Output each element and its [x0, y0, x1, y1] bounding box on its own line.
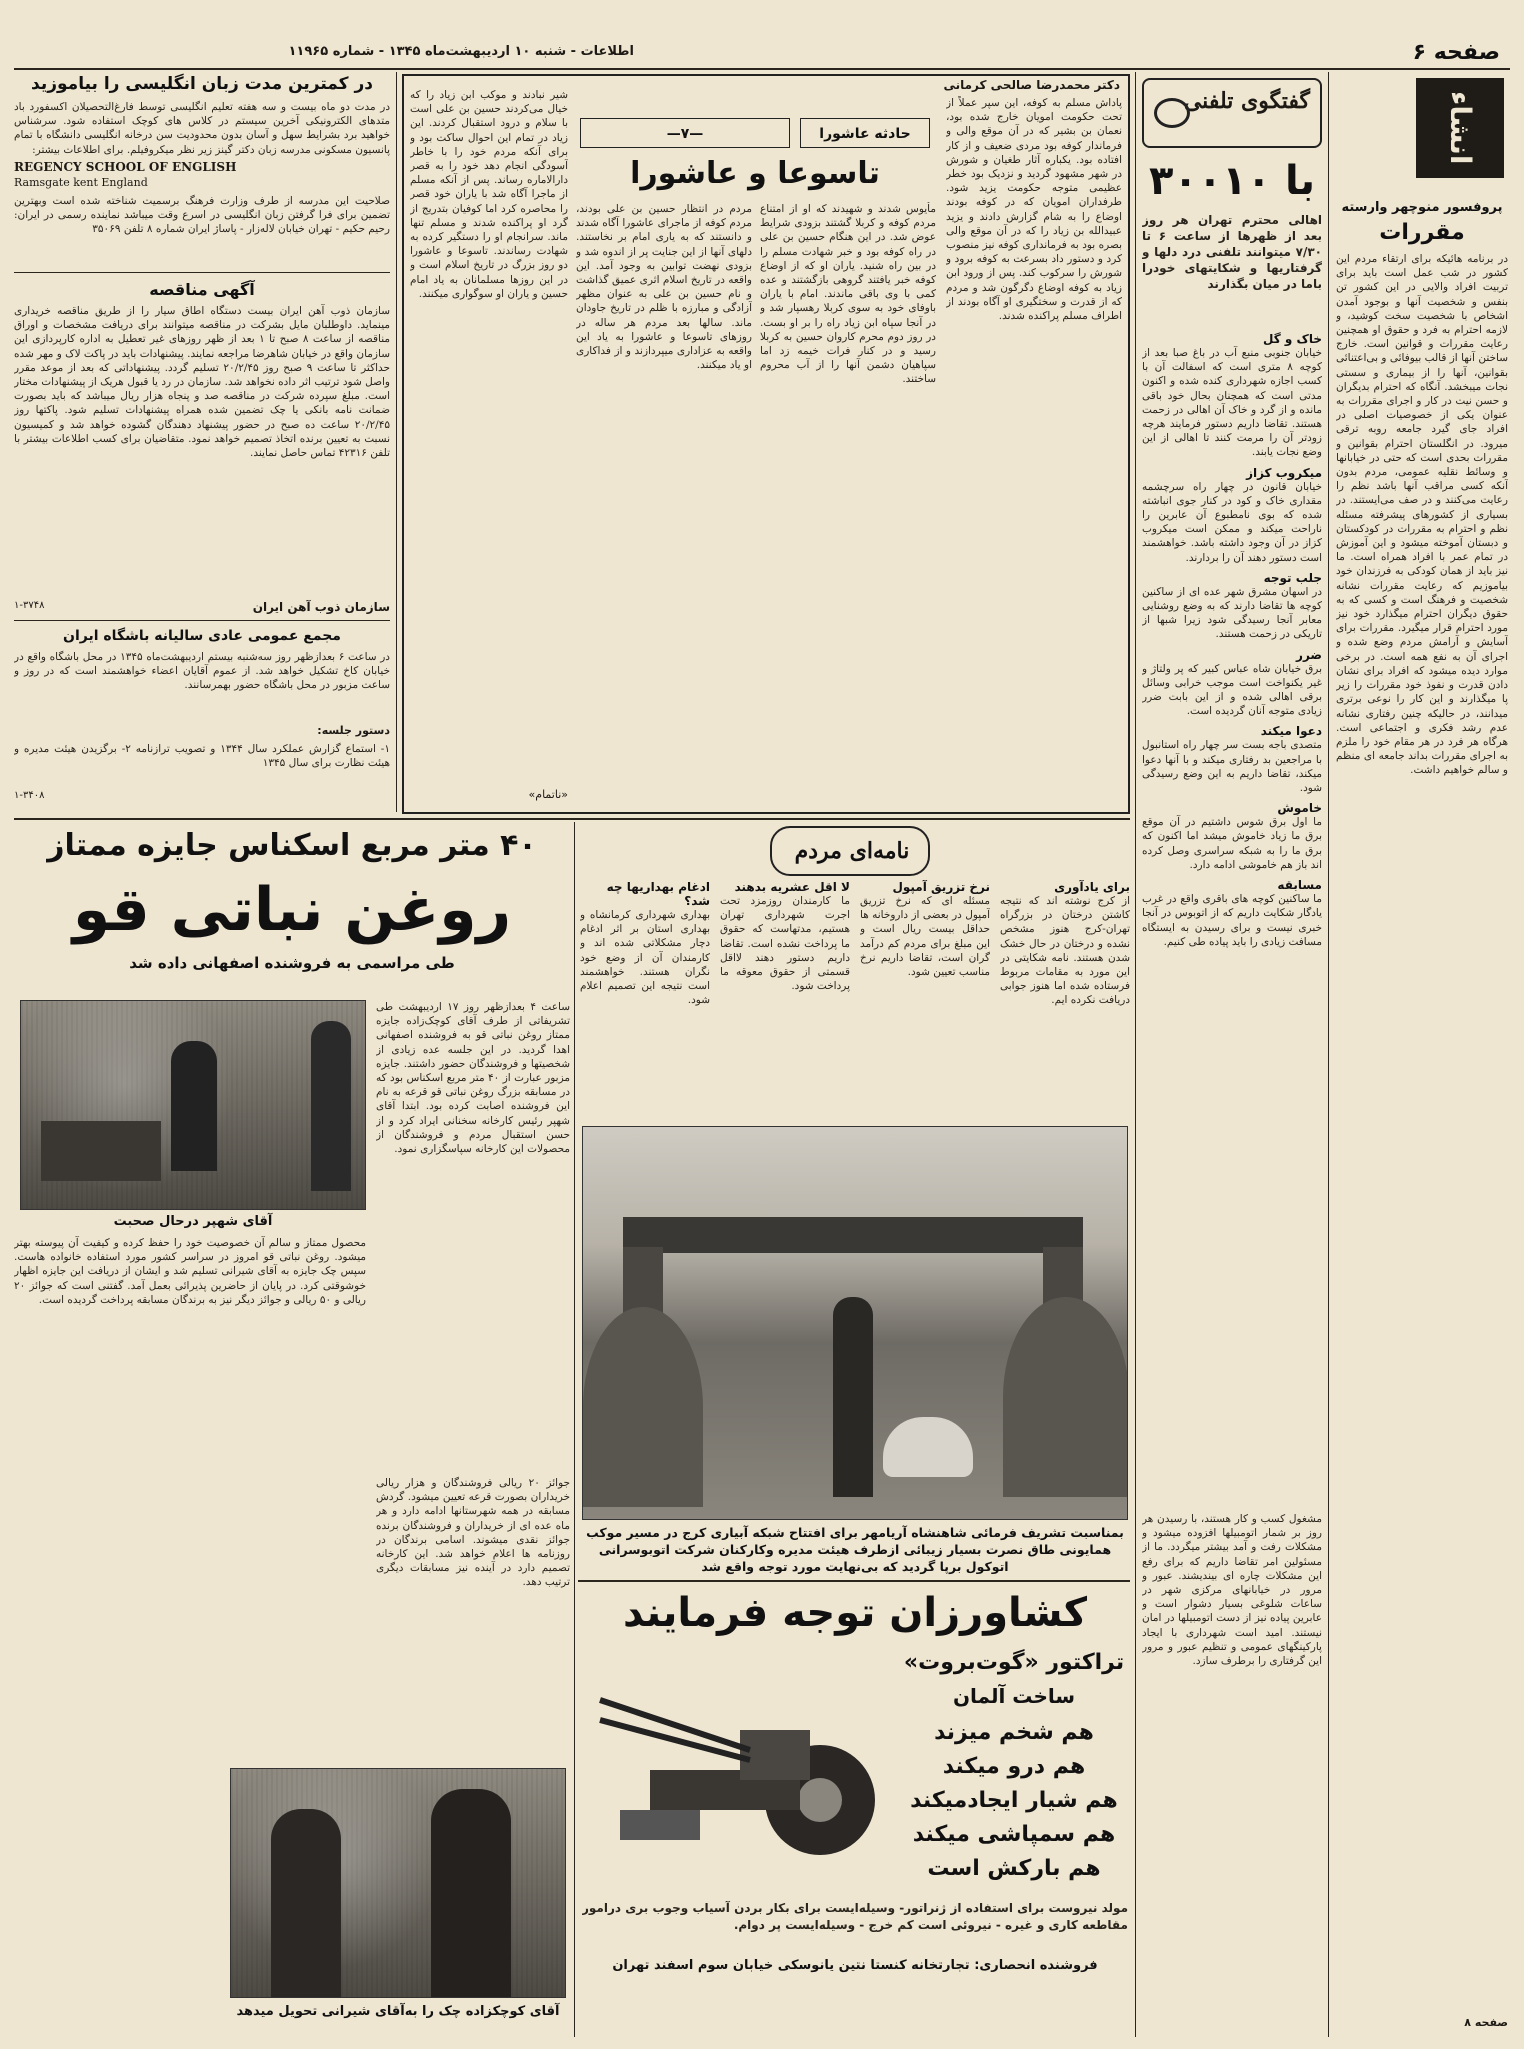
tasua-badge-right: حادثه عاشورا: [800, 118, 930, 148]
phone-section-body: در اسهان مشرق شهر عده ای از ساکنین کوچه ها تقاضا دارند که به وضع روشنایی معابر آنجا رسیدگی شود زیرا شبها از تاریکی در زحمت هستند.: [1142, 585, 1322, 641]
letter-item: [1000, 880, 1130, 1120]
phone-body-more: مشغول کسب و کار هستند، با رسیدن هر روز بر شمار اتومبیلها افزوده میشود و مشکلات رفت و آمد بیشتر میگردد. ما از مسئولین امر تقاضا داریم که برای رفع این مشکلات چاره ای بیندیشند. عبور و مرور در خیابانهای مرکزی شهر در ساعات شلوغی بسیار دشوار است و عابرین پیاده نیز از دست اتومبیلها در امان نیستند. امید است شهرداری با ایجاد پارکینگهای عمومی و تنظیم عبور و مرور این گرفتاری را برطرف سازد.: [1142, 1513, 1322, 1668]
assembly-body: در ساعت ۶ بعدازظهر روز سه‌شنبه بیستم اردیبهشت‌ماه ۱۳۴۵ در محل باشگاه واقع در خیابان کاخ تشکیل خواهد شد. از عموم آقایان اعضاء خواهشمند است که در روز و ساعت مزبور در محل باشگاه حضور بهمرسانند.: [14, 651, 390, 692]
arch-top: [623, 1217, 1083, 1253]
english-body2: صلاحیت این مدرسه از طرف وزارت فرهنگ برسمیت شناخته شده است وبهترین تضمین برای فرا گرفتن زبان انگلیسی در اسرع وقت میباشد نماینده رسمی در ایران: رحیم حکیم - تهران خیابان لاله‌زار - پاساژ ایران شماره ۸ تلفن ۳۵۰۶۹: [14, 195, 390, 236]
letter-body: بهداری شهرداری کرمانشاه و بهداری استان بر اثر ادغام دچار مشکلاتی شده اند و کارمندان آن از وضع خود نگران هستند. خواهشمند است نتیجه این تصمیم اعلام شود.: [580, 909, 710, 1007]
issue-line: اطلاعات - شنبه ۱۰ اردیبهشت‌ماه ۱۳۴۵ - شماره ۱۱۹۶۵: [288, 44, 634, 59]
ghoo-photo1-caption: آقای شهپر درحال صحبت: [113, 1214, 273, 1229]
phone-section-body: برق خیابان شاه عباس کبیر که پر ولتاژ و غیر یکنواخت است موجب خرابی وسائل برقی اهالی شده و از این بابت ضرر زیادی متوجه آنان گردیده است.: [1142, 662, 1322, 718]
telephone-icon: [1154, 98, 1190, 128]
phone-section-title: خاموش: [1277, 801, 1322, 816]
phone-logo-box: [1142, 78, 1322, 148]
letter-title: لا اقل عشریه بدهند: [734, 880, 850, 894]
letter-body: ما کارمندان روزمزد تحت اجرت شهرداری تهران هستیم، مدتهاست که حقوق ما پرداخت نشده است. تقاضا داریم دستور دهند لااقل قسمتی از حقوق معوقه ما پرداخت شود.: [720, 895, 850, 993]
phone-section-title: میکروب کزاز: [1246, 465, 1322, 480]
ghoo-col-a: ساعت ۴ بعدازظهر روز ۱۷ اردیبهشت طی تشریفاتی از طرف آقای کوچک‌زاده جایزه ممتاز روغن نباتی قو به فروشنده اصفهانی اهدا گردید. در این جلسه عده زیادی از شخصیتها و فروشندگان حضور داشتند. جایزه مزبور عبارت از ۴۰ متر مربع اسکناس بود که در مسابقه بزرگ روغن نباتی قو قرعه به نام این فروشنده اصابت کرده بود. ابتدا آقای شهپر رئیس کارخانه سخنانی ایراد کرد و از حسن استقبال مردم و فروشندگان از محصولات این کارخانه سپاسگزاری نمود.: [376, 1001, 570, 1156]
car: [883, 1417, 973, 1477]
school-address: Ramsgate kent England: [14, 176, 148, 189]
tractor-head: کشاورزان توجه فرمایند: [622, 1590, 1088, 1636]
phone-section-body: ما ساکنین کوچه های باقری واقع در غرب یادگار شکایت داریم که از اتوبوس در آنجا خبری نیست و برای رسیدن به ایستگاه مسافت زیادی را باید پیاده طی کنیم.: [1142, 893, 1322, 948]
col-rule: [1135, 72, 1136, 2037]
ghoo-head3: طی مراسمی به فروشنده اصفهانی داده شد: [129, 954, 455, 972]
opening-caption: بمناسبت تشریف فرمائی شاهنشاه آریامهر برای افتتاح شبکه آبیاری کرج در مسیر موکب همایونی طاق نصرت بسیار زیبائی ازطرف هیئت مدیره وکارکنان شرکت اتوبوسرانی اتوکول برپا گردید که بی‌نهایت مورد توجه واقع شد: [586, 1525, 1124, 1574]
col-rule: [1328, 72, 1329, 2037]
ensha-author: پروفسور منوچهر وارسته: [1341, 200, 1503, 215]
assembly-agenda-title: دستور جلسه:: [317, 724, 390, 737]
tractor-feature: هم درو میکند: [942, 1754, 1086, 1779]
tractor-illustration: [590, 1660, 890, 1870]
tasua-end: «ناتمام»: [528, 788, 568, 801]
standing-figure: [311, 1021, 351, 1191]
school-name: REGENCY SCHOOL OF ENGLISH: [14, 160, 237, 174]
phone-section-title: خاک و گل: [1263, 332, 1322, 346]
tree-left: [583, 1307, 703, 1507]
audience: [41, 1121, 161, 1181]
tender-ref: ۱-۳۷۴۸: [14, 600, 45, 611]
english-body1: در مدت دو ماه بیست و سه هفته تعلیم انگلیسی توسط فارغ‌التحصیلان اکسفورد باد متدهای الکترونیکی آخرین سیستم در کلاس های کوچک استفاده شود. سرشناس خواهید برد بشرایط سهل و آسان بدون محدودیت سن درخانه انگلیسی دانشگاه با تمام پانسیون مسکونی مدرسه زبان دکتر گینز زیر نظر میکروفیلم. برای اطلاعات بیشتر:: [14, 101, 390, 156]
tasua-author: دکتر محمدرضا صالحی کرمانی: [943, 78, 1120, 92]
ghoo-col-c: جوائز ۲۰ ریالی فروشندگان و هزار ریالی خریداران بصورت قرعه تعیین میشود. گردش مسابقه در همه شهرستانها ادامه دارد و هر ماه عده ای از خریداران و فروشندگان برنده جوائز نقدی میشوند. اسامی برندگان در روزنامه ها اعلام خواهد شد. این کارخانه تصمیم دارد در آینده نیز مسابقات دیگری ترتیب دهد.: [376, 1477, 570, 1589]
tender-signature: سازمان ذوب آهن ایران: [252, 600, 390, 614]
tractor-feature: هم شیار ایجادمیکند: [910, 1788, 1118, 1813]
letters-items: [580, 880, 1130, 1120]
person-right: [431, 1789, 511, 1998]
masthead-rule: [14, 68, 1510, 70]
tree-right: [1003, 1297, 1128, 1497]
section-rule: [14, 620, 390, 621]
tractor-features: [900, 1716, 1128, 1896]
tractor-footer2: فروشنده انحصاری: تجارتخانه کنستا نتین یانوسکی خیابان سوم اسفند تهران: [612, 1958, 1098, 1973]
letter-body: مسئله ای که نرخ تزریق آمپول در بعضی از داروخانه ها حداقل بیست ریال است و این مبلغ برای مردم کم درآمد گران است، تقاضا داریم نرخ مناسب تعیین شود.: [860, 895, 990, 979]
tender-body: سازمان ذوب آهن ایران بیست دستگاه اطاق سیار را از طریق مناقصه خریداری مینماید. داوطلبان مایل بشرکت در مناقصه میتوانند برای دریافت مشخصات و اوراق مناقصه از ساعت ۸ صبح تا ۱ بعد از ظهر روزهای غیر تعطیل به اداره کارپردازی این سازمان واقع در خیابان شاهرضا مراجعه نمایند. پیشنهادات باید در پاکت لاک و مهر شده حداکثر تا ساعت ۹ صبح روز ۲۰/۲/۴۵ تسلیم گردد. پیشنهاداتی که بعد از موعد مقرر واصل شود ترتیب اثر داده نخواهد شد. سازمان در رد یا قبول هریک از پیشنهادات مختار است. مبلغ سپرده شرکت در مناقصه صد و پنجاه هزار ریال میباشد که باید بصورت ضمانت نامه بانکی یا چک تضمین شده همراه پیشنهادات تسلیم شود. پاکتها روز ۲۰/۲/۴۵ ساعت ده صبح در حضور پیشنهاد دهندگان گشوده خواهد شد و کمیسیون نسبت به تعیین برنده اتخاذ تصمیم خواهد نمود. متقاضیان برای کسب اطلاعات بیشتر با تلفن ۴۲۳۱۶ تماس حاصل نمایند.: [14, 305, 390, 460]
letter-item: [580, 880, 710, 1120]
phone-section-title: ضرر: [1296, 647, 1322, 662]
tractor-product: تراکتور «گوت‌بروت»: [903, 1650, 1125, 1675]
phone-logo: گفتگوی تلفنی: [1183, 88, 1310, 114]
tractor-feature: هم سمپاشی میکند: [912, 1822, 1116, 1847]
tasua-col4: شیر نبادند و موکب ابن زیاد را که خیال می‌کردند حسین بن علی است با سلام و درود استقبال کردند. این زیاد در تمام این احوال ساکت بود و برای آنکه مردم خود را با خاطر آسودگی انجام دهد خود را به قصر دارالاماره رساند. پس از آنکه مسلم از ماجرا آگاه شد با یاران خود قصر را محاصره کرد اما کوفیان بتدریج از گرد او پراکنده شدند و مسلم تنها ماند. سرانجام او را دستگیر کرده به شهادت رساندند. تاسوعا و عاشورا دو روز بزرگ در تاریخ اسلام است و در این روزها مسلمانان به یاد امام حسین و یاران او سوگواری میکنند.: [410, 89, 568, 300]
phone-section-title: جلب توجه: [1263, 570, 1322, 585]
ensha-logo: انشاء: [1416, 78, 1504, 178]
letters-logo: نامه‌ای مردم: [794, 838, 910, 864]
tractor-image: [590, 1660, 890, 1870]
letters-logo-box: [770, 826, 930, 876]
tasua-title: تاسوعا و عاشورا: [630, 156, 880, 191]
ghoo-photo2-caption: آقای کوچکزاده چک را به‌آقای شیرانی تحویل میدهد: [236, 2004, 560, 2019]
letter-item: [720, 880, 850, 1120]
letter-title: نرخ تزریق آمپول: [892, 880, 990, 894]
ensha-footer: صفحه ۸: [1464, 2016, 1508, 2029]
ghoo-head1: ۴۰ متر مربع اسکناس جایزه ممتاز: [47, 828, 537, 863]
ensha-body: در برنامه هائیکه برای ارتقاء مردم این کشور در شب عمل است باید برای تربیت افراد والایی در این کشور تن بنفس و شخصیت آنها و بوجود آمدن اشخاص با شخصیت سخت کوشید، و لازمه احترام به فرد و حقوق او همچنین رعایت مقررات و قوانین است. خارج ساختن آنها از قالب بیوفائی و بی‌اعتنائی بقوانین، آنها را از بیماری و سستی نجات میبخشد. آنگاه که احترام بدیگران و حسن نیت در کار و اجرای مقررات به عنوان یکی از خصوصیات اصلی در افراد جای گیرد جامعه روبه ترقی میرود. در انگلستان احترام بقوانین و مقررات بحدی است که حتی در خیابانها و وسائط نقلیه عمومی، مردم بدون آنکه کسی مراقب آنها باشد نظم را رعایت می‌کنند و در صف می‌ایستند. در بسیاری از کشورهای پیشرفته مسئله نظم و احترام به مقررات در کودکستان و دبستان آموخته میشود و این آموزش در تمام عمر با افراد همراه است. ما نیز باید از همان کودکی به فرزندان خود بیاموزیم که رعایت مقررات نشانه شخصیت و فرهنگ است و کسی که به حقوق دیگران احترام میگذارد خود نیز مورد احترام قرار میگیرد. مقررات برای آسایش و آرامش مردم وضع شده و اجرای آن به نفع همه است. در برخی موارد دیده میشود که افراد برای نشان دادن قدرت و نفوذ خود مقررات را زیر پا میگذارند و این کار را نوعی برتری میدانند، در حالیکه چنین رفتاری نشانه عدم رشد فکری و اجتماعی است. هرگاه هر فرد در هر مقام خود را ملزم به اجرای مقررات بداند جامعه ای منظم و سالم خواهیم داشت.: [1336, 253, 1508, 777]
tasua-col1: پاداش مسلم به کوفه، این سپر عملاً از تحت حکومت امویان خارج شده بود، نعمان بن بشیر که در آن موقع والی و فرماندار کوفه بود مردی ضعیف و از کار افتاده بود. یکباره آثار طغیان و شورش در شهر مشهود گردید و نزدیک بود خطر عظیمی متوجه حکومت یزید شود. طرفداران امویان که در کوفه بودند اوضاع را به شام گزارش دادند و یزید عبیدالله بن زیاد را که در آن موقع والی بصره بود به فرمانداری کوفه نیز منصوب کرد و دستور داد بسرعت به کوفه برود و شورش را سرکوب کند. پس از ورود ابن زیاد به کوفه اوضاع دگرگون شد و مردم که از قدرت و سختگیری او آگاه بودند از اطراف مسلم پراکنده شدند.: [946, 97, 1122, 323]
tasua-col3: مردم در انتظار حسین بن علی بودند، مردم کوفه از ماجرای عاشورا آگاه شدند و دانستند که به یاری امام بر نخاستند. دلهای آنها از این جنایت پر از اندوه شد و بزودی نهضت توابین به وجود آمد. این واقعه در تاریخ اسلام اثری عمیق گذاشت و نام حسین بن علی به عنوان مظهر آزادگی و مبارزه با ظلم در تاریخ جاودان ماند. سالها بعد مردم هر ساله در روزهای تاسوعا و عاشورا به یاد این واقعه به عزاداری میپردازند و از فداکاری او یاد میکنند.: [576, 203, 752, 372]
section-rule: [14, 818, 1130, 820]
ensha-title: مقررات: [1379, 220, 1465, 245]
assembly-ref: ۱-۳۴۰۸: [14, 790, 45, 801]
opening-photo: [582, 1126, 1128, 1520]
ghoo-col-b: محصول ممتاز و سالم آن خصوصیت خود را حفظ کرده و کیفیت آن پیوسته بهتر میشود. روغن نباتی قو امروز در سراسر کشور مورد استفاده خانواده هاست. سپس چک جایزه به آقای شیرانی تسلیم شد و ایشان از دریافت این جایزه اظهار خوشوقتی کرد. در پایان از حاضرین پذیرائی بعمل آمد. گفتنی است که جوائز ۲۰ ریالی و ۵۰ ریالی و جوائز دیگر نیز به برندگان مسابقه پرداخت گردیده است.: [14, 1237, 366, 1306]
assembly-agenda: ۱- استماع گزارش عملکرد سال ۱۳۴۴ و تصویب ترازنامه ۲- برگزیدن هیئت مدیره و هیئت نظارت برای سال ۱۳۴۵: [14, 743, 390, 770]
col-rule: [396, 72, 397, 812]
tractor-footer1: مولد نیروست برای استفاده از ژنراتور- وسیله‌ایست برای بکار بردن آسیاب وجوب بری درامور مقاطعه کاری و غیره - نیروئی است کم خرج - وسیله‌ایست پر دوام.: [582, 1901, 1128, 1932]
phone-intro: اهالی محترم تهران هر روز بعد از ظهرها از ساعت ۶ تا ۷/۳۰ میتوانند تلفنی درد دلها و گرفتاریها و شکایتهای خودرا باما در میان بگذارند: [1142, 213, 1322, 291]
phone-section-body: خیابان قانون در چهار راه سرچشمه مقداری خاک و کود در کنار جوی انباشته شده که بوی نامطبوع آن عابرین را ناراحت میکند و ممکن است میکروب کزاز در آن وجود داشته باشد. خواهشمند است دستور دهند آن را بردارند.: [1142, 480, 1322, 564]
tasua-badge-left: —۷—: [580, 118, 790, 148]
phone-section-body: متصدی باجه بست سر چهار راه استانبول با مراجعین بد رفتاری میکند و با آنها دعوا میکند، تقاضا داریم به این وضع رسیدگی شود.: [1142, 739, 1322, 795]
phone-sections: [1142, 326, 1322, 1506]
phone-section-title: دعوا میکند: [1260, 724, 1322, 739]
letter-body: از کرج نوشته اند که نتیجه کاشتن درختان در بزرگراه تهران-کرج هنوز مشخص نشده و درختان در حال خشک شدن هستند. نامه شکایتی در این مورد به مقامات مربوط فرستاده شده اما هنوز جوابی دریافت نکرده ایم.: [1000, 895, 1130, 1007]
ghoo-photo-1: [20, 1000, 366, 1210]
phone-section-body: ما اول برق شوس داشتیم در آن موقع برق ما زیاد خاموش میشد اما اکنون که برق ما را به شبکه سراسری وصل کرده اند باز هم خاموشی ادامه دارد.: [1142, 816, 1322, 871]
person-left: [271, 1809, 341, 1998]
phone-section-body: خیابان جنوبی منبع آب در باغ صبا بعد از کوچه ۸ متری است که اسفالت آن با کسب اجازه شهرداری کنده شده و اکنون مدتی است که همچنان بحال خود باقی مانده و از گرد و خاک آن اهالی در زحمت هستند. تقاضا داریم دستور فرمایند هرچه زودتر آن را مرمت کنند تا اهالی از این وضع نجات یابند.: [1142, 347, 1322, 459]
assembly-title: مجمع عمومی عادی سالیانه باشگاه ایران: [63, 628, 341, 644]
section-rule: [14, 272, 390, 273]
phone-section-title: مسابقه: [1277, 878, 1322, 893]
policeman: [833, 1297, 873, 1497]
letter-title: ادغام بهداریها چه شد؟: [606, 880, 710, 908]
letter-title: برای یادآوری: [1054, 880, 1130, 894]
ghoo-photo-2: [230, 1768, 566, 1998]
english-title: در کمترین مدت زبان انگلیسی را بیاموزید: [31, 74, 373, 94]
tender-title: آگهی مناقصه: [149, 280, 255, 299]
page-number: صفحه ۶: [1412, 40, 1500, 65]
tractor-made: ساخت آلمان: [952, 1684, 1076, 1708]
section-rule: [578, 1580, 1130, 1582]
tractor-feature: هم شخم میزند: [934, 1720, 1094, 1745]
speaker-figure: [171, 1041, 217, 1171]
tasua-col2: مأیوس شدند و شهیدند که او از امتناع مردم کوفه و کربلا گشتند بزودی شرایط عوض شد. در این هنگام حسین بن علی در راه کوفه بود و خبر شهادت مسلم را در بین راه شنید. یاران او که از اوضاع کوفه خبر یافتند گروهی بازگشتند و عده کمی با وی باقی ماندند. امام با یاران باوفای خود به سوی کربلا رهسپار شد و در آنجا سپاه ابن زیاد راه را بر او بست. در روز دوم محرم کاروان حسین به کربلا رسید و در کنار فرات خیمه زد اما سپاهیان دشمن آنها را از آب محروم ساختند.: [760, 203, 936, 386]
col-rule: [574, 822, 575, 2037]
phone-number: با ۳۰۰۱۰: [1148, 158, 1316, 204]
ghoo-head2: روغن نباتی قو: [72, 875, 512, 945]
letter-item: [860, 880, 990, 1120]
tractor-feature: هم بارکش است: [927, 1856, 1101, 1881]
